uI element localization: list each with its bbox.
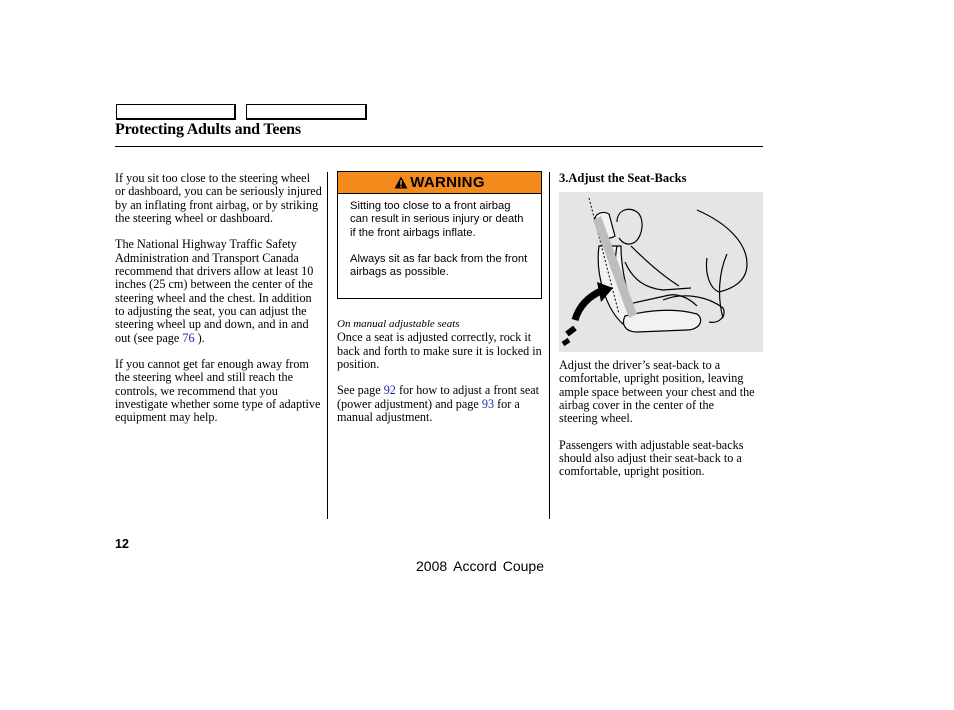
warning-label: WARNING — [410, 174, 485, 191]
page-title: Protecting Adults and Teens — [115, 121, 301, 138]
col1-p2-text-b: ). — [194, 330, 205, 345]
nav-tab-box-1[interactable] — [116, 104, 236, 120]
col2-paragraph-1: Once a seat is adjusted correctly, rock it back and forth to make sure it is locked in position. — [337, 330, 542, 371]
column-divider-2 — [549, 172, 550, 519]
warning-box — [337, 171, 542, 299]
nav-tab-box-2[interactable] — [246, 104, 367, 120]
col2-paragraph-2 — [337, 384, 545, 424]
column-divider-1 — [327, 172, 328, 519]
footer-model: Accord — [453, 558, 497, 574]
motion-arrow-icon — [563, 282, 613, 344]
col1-paragraph-3: If you cannot get far enough away from the steering wheel and still reach the controls, we recommend that you investigate whether some type of adaptive equipment may help. — [115, 357, 321, 425]
col2-p2-text-a: See page — [337, 383, 384, 398]
col1-p2-text-a: The National Highway Traffic Safety Administration and Transport Canada recommend that drivers allow at least 10 inches (25 cm) between the center of the steering wheel and the chest. In addition to adjusting the seat, you can adjust the steering wheel up and down, and in and out (see page — [115, 237, 314, 345]
page-link-76[interactable]: 76 — [182, 330, 195, 345]
col1-paragraph-2 — [115, 238, 323, 344]
seat-back-heading: 3.Adjust the Seat-Backs — [559, 171, 687, 185]
warning-paragraph-2: Always sit as far back from the front airbags as possible. — [350, 253, 528, 279]
footer-model-line — [0, 558, 954, 574]
col1-paragraph-1: If you sit too close to the steering wheel or dashboard, you can be seriously injured by an inflating front airbag, or by striking the steering wheel or dashboard. — [115, 171, 322, 225]
manual-seat-caption: On manual adjustable seats — [337, 318, 460, 330]
page-number: 12 — [115, 537, 129, 551]
column-2 — [337, 318, 545, 438]
title-divider — [115, 146, 763, 147]
column-1 — [115, 172, 323, 438]
warning-paragraph-1: Sitting too close to a front airbag can result in serious injury or death if the front airbags inflate. — [350, 200, 524, 239]
footer-body: Coupe — [502, 558, 544, 574]
col3-paragraph-1: Adjust the driver’s seat-back to a comfortable, upright position, leaving ample space between your chest and the airbag cover in the center of the steering wheel. — [559, 358, 755, 426]
col3-paragraph-2: Passengers with adjustable seat-backs should also adjust their seat-back to a comfortable, upright position. — [559, 437, 744, 479]
seat-back-illustration — [559, 192, 763, 352]
col2-p2-text-b: for how to adjust a front seat (power adjustment) and page — [337, 383, 540, 411]
warning-body — [338, 194, 541, 280]
driver-seat-illustration — [559, 192, 763, 352]
footer-year: 2008 — [416, 558, 448, 574]
page-link-92[interactable]: 92 — [383, 383, 396, 398]
warning-header — [338, 172, 541, 194]
warning-triangle-icon — [394, 176, 408, 189]
column-3-body — [559, 359, 755, 492]
column-3 — [559, 172, 755, 191]
page-link-93[interactable]: 93 — [481, 396, 495, 411]
col2-p2-text-c: for a manual adjustment. — [337, 396, 520, 425]
